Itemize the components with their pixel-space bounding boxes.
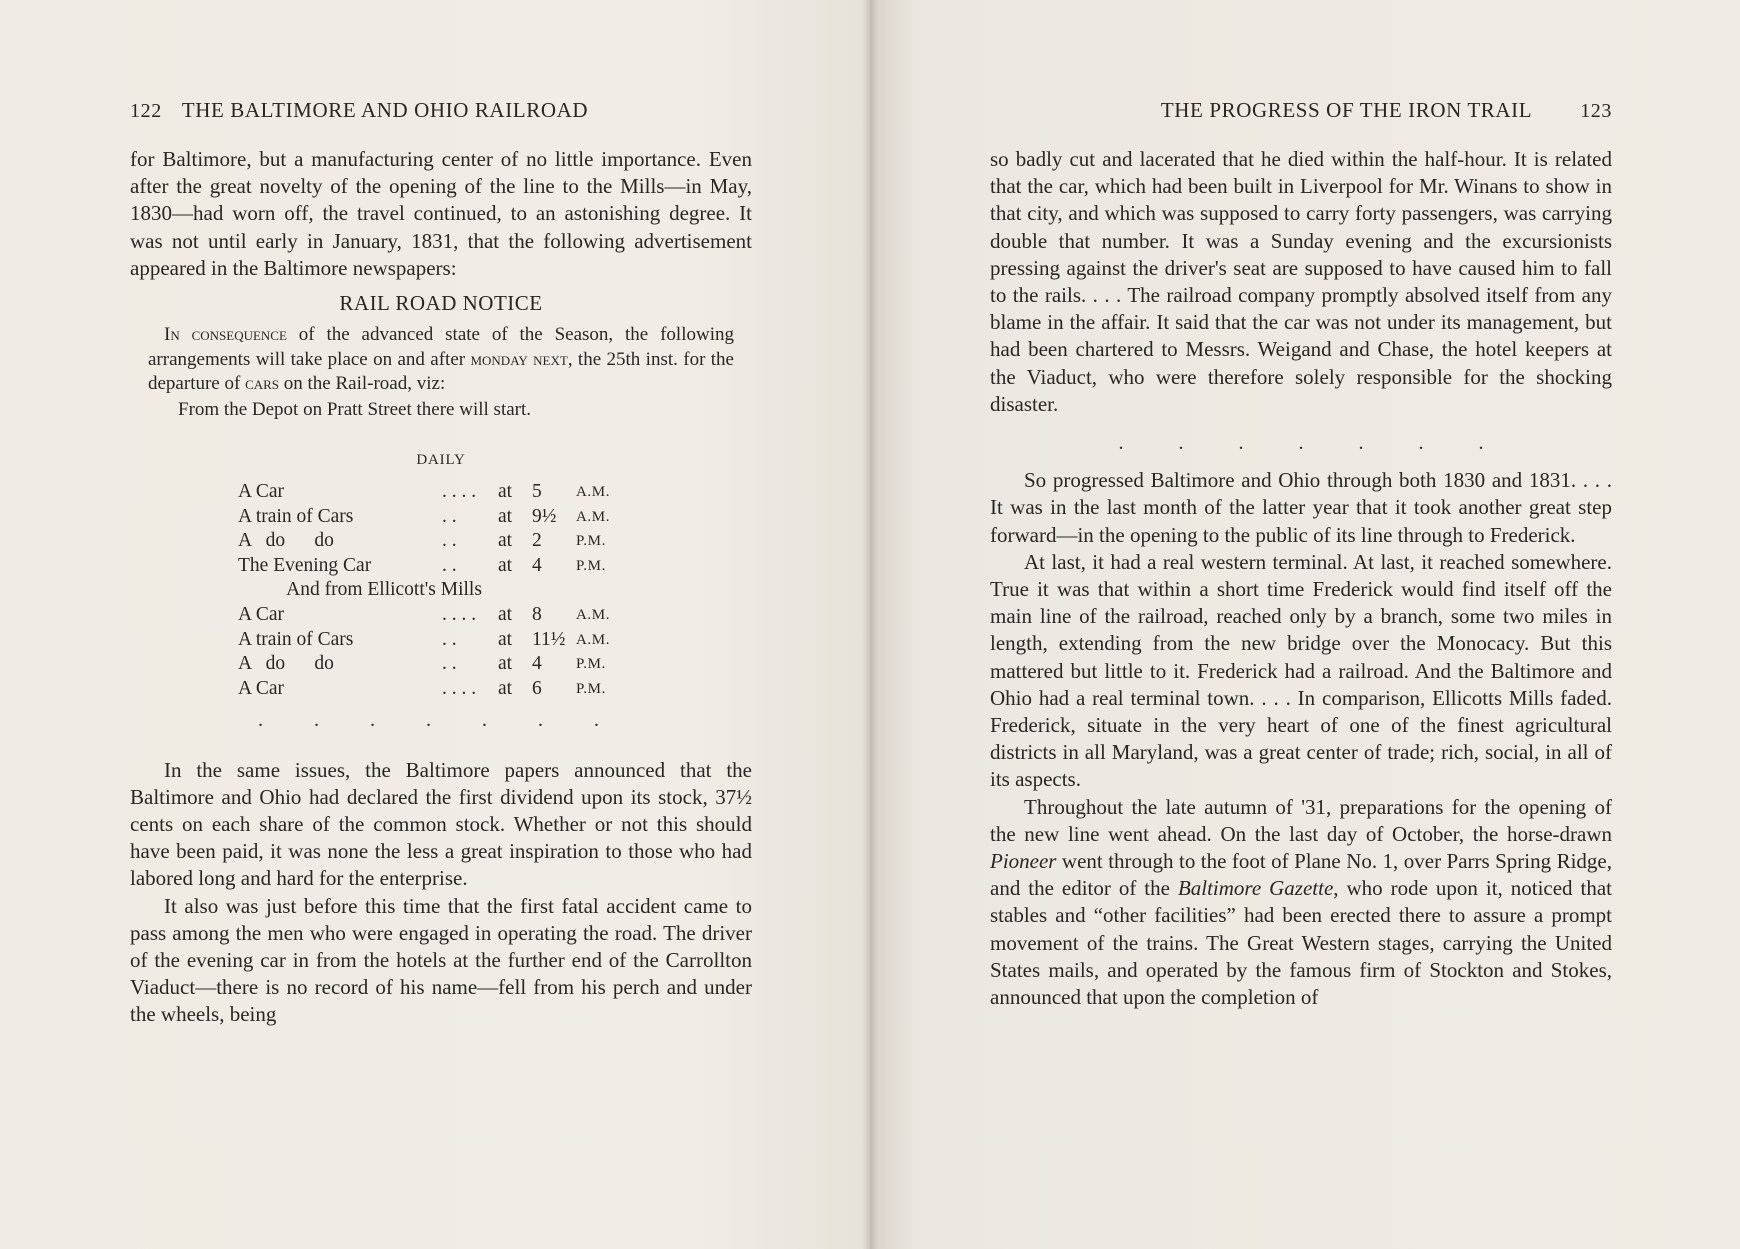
schedule-ampm: A.M. (576, 607, 611, 624)
schedule-dots: . . (442, 530, 457, 552)
schedule-at: at (498, 530, 513, 552)
right-paragraph-4: Throughout the late autumn of '31, preparations for the opening of the new line went ahead. On the last day of October, the horse-drawn Pioneer went through to the foot of Plane No. 1, over Parrs Spring Ridge, and the editor of the Baltimore Gazette, who rode upon it, noticed that stables and “other facilities” had been erected there to assure a prompt movement of the trains. The Great Western stages, carrying the United States mails, and operated by the famous firm of Stockton and Stokes, announced that upon the completion of (990, 794, 1613, 1010)
schedule-dots: . . (442, 653, 457, 675)
schedule-at: at (498, 653, 513, 675)
schedule-label: A train of Cars (238, 505, 354, 527)
section-ellipsis: . . . . . . . (1118, 432, 1484, 455)
schedule-ampm: P.M. (576, 557, 606, 574)
daily-label: DAILY (416, 451, 466, 468)
left-body (130, 146, 752, 1029)
left-paragraph-1: for Baltimore, but a manufacturing center of no little importance. Even after the great novelty of the opening of the line to the Mills—in May, 1830—had worn off, the travel continued, to an astonishing degree. It was not until early in January, 1831, that the following advertisement appeared in the Baltimore newspapers: (130, 147, 752, 280)
schedule-time: 5 (532, 481, 542, 503)
schedule-at: at (498, 505, 513, 527)
schedule-dots: . . (442, 628, 457, 650)
right-paragraph-3: At last, it had a real western terminal. At last, it reached somewhere. True it was that within a short time Frederick would find itself off the main line of the railroad, reached only by a branch, some two miles in length, extending from the new bridge over the Monocacy. But this mattered but little to it. Frederick had a railroad. And the Baltimore and Ohio had a real terminal town. . . . In comparison, Ellicotts Mills faded. Frederick, situate in the very heart of one of the finest agricultural districts in all Maryland, was a great center of trade; rich, social, in all of its aspects. (990, 549, 1612, 792)
schedule-dots: . . (442, 505, 457, 527)
right-running-head (990, 98, 1612, 128)
right-page (870, 0, 1740, 1249)
schedule-row (238, 603, 610, 628)
schedule-ampm: A.M. (576, 484, 611, 501)
schedule-subhead: And from Ellicott's Mills (286, 579, 482, 601)
schedule-ampm: A.M. (576, 631, 611, 648)
schedule-time: 9½ (532, 505, 557, 527)
schedule-time: 4 (532, 653, 542, 675)
notice-lead: In consequence (164, 324, 287, 346)
schedule-time: 4 (532, 554, 542, 576)
schedule-dots: . . . . (442, 677, 477, 699)
schedule-at: at (498, 481, 513, 503)
schedule-time: 2 (532, 530, 542, 552)
schedule-time: 6 (532, 677, 542, 699)
schedule-label: A do do (238, 530, 334, 552)
left-paragraph-3: It also was just before this time that the first fatal accident came to pass among the men who were engaged in operating the road. The driver of the evening car in from the hotels at the further end of the Carrollton Viaduct—there is no record of his name—fell from his perch and under the wheels, being (130, 893, 752, 1027)
schedule-at: at (498, 554, 513, 576)
schedule-label: The Evening Car (238, 554, 372, 576)
schedule-time: 11½ (532, 628, 566, 650)
right-body (990, 146, 1612, 1011)
right-running-title: THE PROGRESS OF THE IRON TRAIL (1160, 98, 1533, 122)
right-text-column (990, 98, 1612, 1011)
schedule-dots: . . . . (442, 604, 477, 626)
schedule-row (238, 529, 610, 554)
schedule-row (238, 554, 610, 579)
schedule-row (238, 677, 610, 702)
pioneer-italic: Pioneer (990, 849, 1057, 874)
schedule-row (238, 652, 610, 677)
schedule-row (238, 505, 610, 530)
left-page-number: 122 (130, 100, 162, 122)
schedule-ampm: P.M. (576, 533, 606, 550)
schedule-at: at (498, 628, 513, 650)
schedule-label: A Car (238, 604, 285, 626)
schedule-at: at (498, 604, 513, 626)
departure-schedule (238, 480, 610, 701)
schedule-row (238, 480, 610, 505)
notice-start-line: From the Depot on Pratt Street there will start. (178, 399, 532, 421)
schedule-ampm: P.M. (576, 680, 606, 697)
left-running-title: THE BALTIMORE AND OHIO RAILROAD (181, 98, 589, 122)
schedule-label: A Car (238, 481, 285, 503)
schedule-ampm: P.M. (576, 656, 606, 673)
rail-road-notice (148, 323, 734, 423)
left-text-column (130, 98, 752, 1029)
right-page-number: 123 (1580, 100, 1612, 122)
schedule-label: A Car (238, 677, 285, 699)
left-running-head (130, 98, 752, 128)
notice-title: RAIL ROAD NOTICE (339, 291, 543, 316)
schedule-label: A train of Cars (238, 628, 354, 650)
schedule-dots: . . (442, 554, 457, 576)
schedule-time: 8 (532, 604, 542, 626)
schedule-ampm: A.M. (576, 508, 611, 525)
notice-paragraph: In consequence of the advanced state of the Season, the following arrangements will take place on and after monday next, the 25th inst. for the departure of cars on the Rail-road, viz: (148, 324, 734, 395)
gazette-italic: Baltimore Gazette (1177, 876, 1334, 901)
schedule-dots: . . . . (442, 481, 477, 503)
schedule-label: A do do (238, 653, 334, 675)
book-gutter (862, 0, 878, 1249)
left-paragraph-2: In the same issues, the Baltimore papers announced that the Baltimore and Ohio had declared the first dividend upon its stock, 37½ cents on each share of the common stock. Whether or not this should have been paid, it was none the less a great inspiration to those who had labored long and hard for the enterprise. (130, 757, 752, 891)
schedule-at: at (498, 677, 513, 699)
schedule-row (238, 628, 610, 653)
schedule-ellipsis: . . . . . . . (258, 709, 599, 732)
schedule-subhead-row (238, 578, 610, 603)
right-paragraph-1: so badly cut and lacerated that he died within the half-hour. It is related that the car, which had been built in Liverpool for Mr. Winans to show in that city, and which was supposed to carry forty passengers, was carrying double that number. It was a Sunday evening and the excursionists pressing against the driver's seat are supposed to have caused him to fall to the rails. . . . The railroad company promptly absolved itself from any blame in the affair. It said that the car was not under its management, but had been chartered to Messrs. Weigand and Chase, the hotel keepers at the Viaduct, who were therefore solely responsible for the shocking disaster. (990, 147, 1612, 416)
right-paragraph-2: So progressed Baltimore and Ohio through both 1830 and 1831. . . . It was in the last month of the latter year that it took another great step forward—in the opening to the public of its line through to Frederick. (990, 468, 1612, 547)
